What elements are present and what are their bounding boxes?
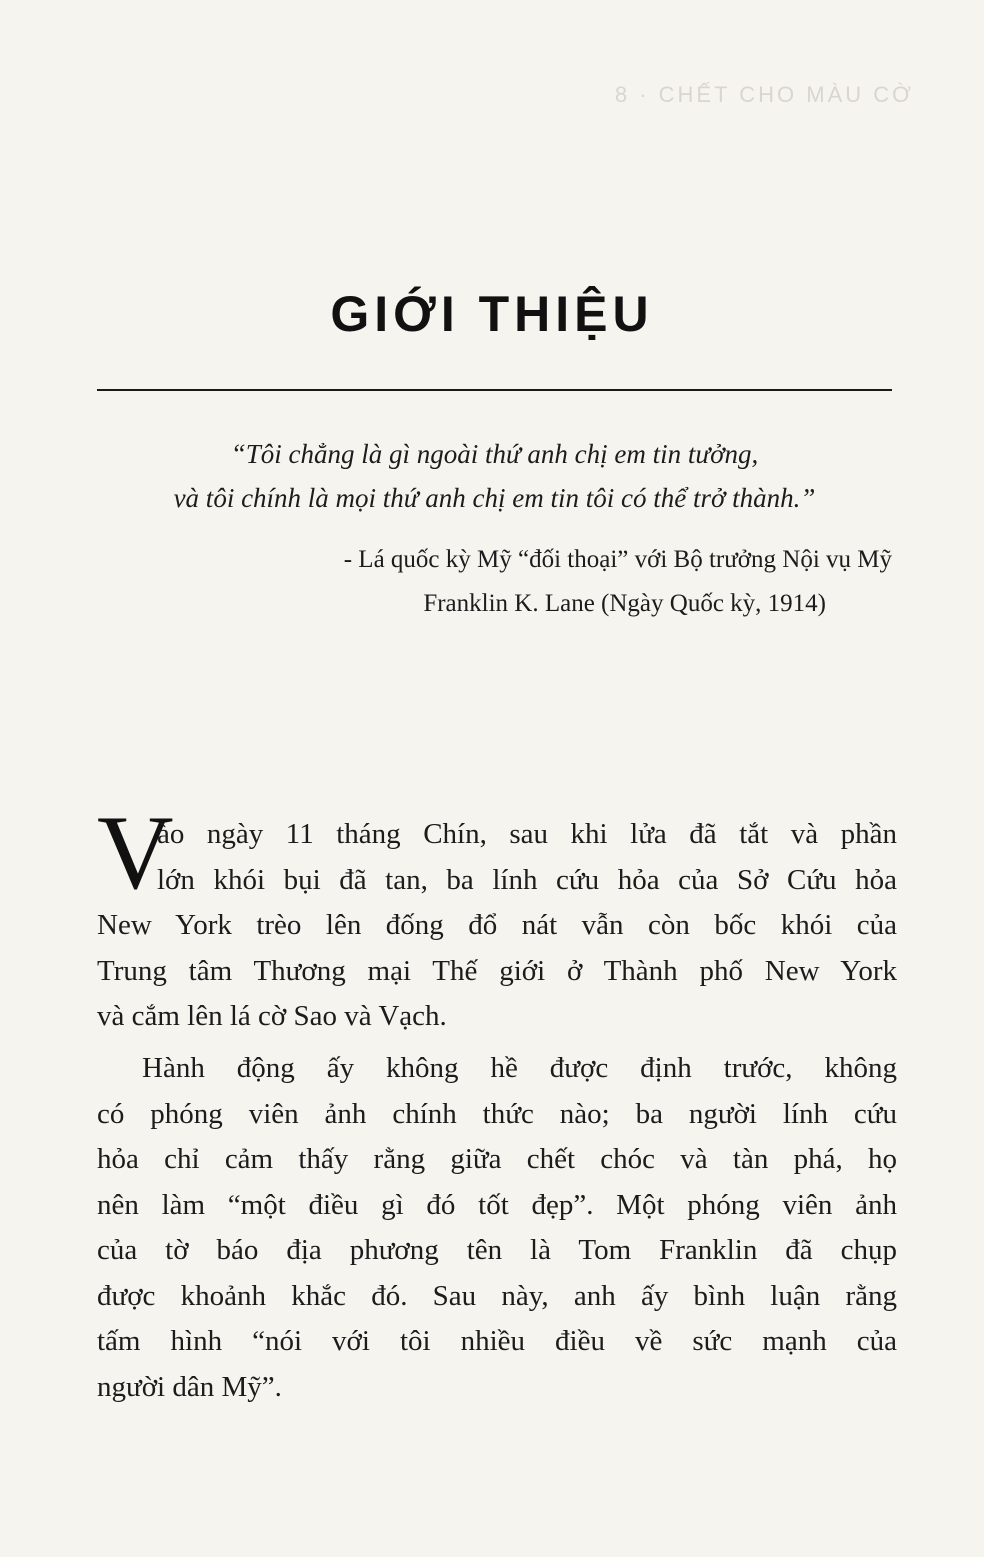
text-line: lớn khói bụi đã tan, ba lính cứu hỏa của Sở Cứu hỏa [157, 863, 897, 896]
text-line: ào ngày 11 tháng Chín, sau khi lửa đã tắt và phần [157, 818, 897, 850]
chapter-title: GIỚI THIỆU [330, 286, 654, 342]
epigraph-attribution [97, 538, 892, 626]
paragraph-2 [97, 1046, 897, 1410]
attribution-line: - Lá quốc kỳ Mỹ “đối thoại” với Bộ trưởng Nội vụ Mỹ [343, 546, 892, 573]
attribution-line: Franklin K. Lane (Ngày Quốc kỳ, 1914) [423, 590, 826, 617]
text-line: được khoảnh khắc đó. Sau này, anh ấy bình luận rằng [97, 1279, 897, 1312]
text-line: của tờ báo địa phương tên là Tom Franklin đã chụp [97, 1234, 897, 1266]
epigraph-quote [97, 432, 892, 520]
paragraph-1 [97, 812, 897, 1040]
epigraph-line: “Tôi chẳng là gì ngoài thứ anh chị em tin tưởng, [230, 439, 759, 469]
text-line: nên làm “một điều gì đó tốt đẹp”. Một phóng viên ảnh [97, 1188, 897, 1221]
text-line: New York trèo lên đống đổ nát vẫn còn bốc khói của [97, 909, 897, 941]
text-line: và cắm lên lá cờ Sao và Vạch. [97, 1000, 447, 1032]
text-line: người dân Mỹ”. [97, 1370, 282, 1403]
bleed-through-running-header: 8 · CHẾT CHO MÀU CỜ [614, 82, 914, 107]
title-divider [97, 389, 892, 391]
text-line: có phóng viên ảnh chính thức nào; ba người lính cứu [97, 1097, 897, 1130]
epigraph-line: và tôi chính là mọi thứ anh chị em tin tôi có thể trở thành.” [173, 483, 816, 513]
text-line: hỏa chỉ cảm thấy rằng giữa chết chóc và tàn phá, họ [97, 1143, 897, 1175]
text-line: Hành động ấy không hề được định trước, không [142, 1052, 897, 1084]
text-line: Trung tâm Thương mại Thế giới ở Thành phố New York [97, 954, 897, 987]
drop-cap: V [97, 794, 174, 911]
text-line: tấm hình “nói với tôi nhiều điều về sức mạnh của [97, 1325, 897, 1357]
